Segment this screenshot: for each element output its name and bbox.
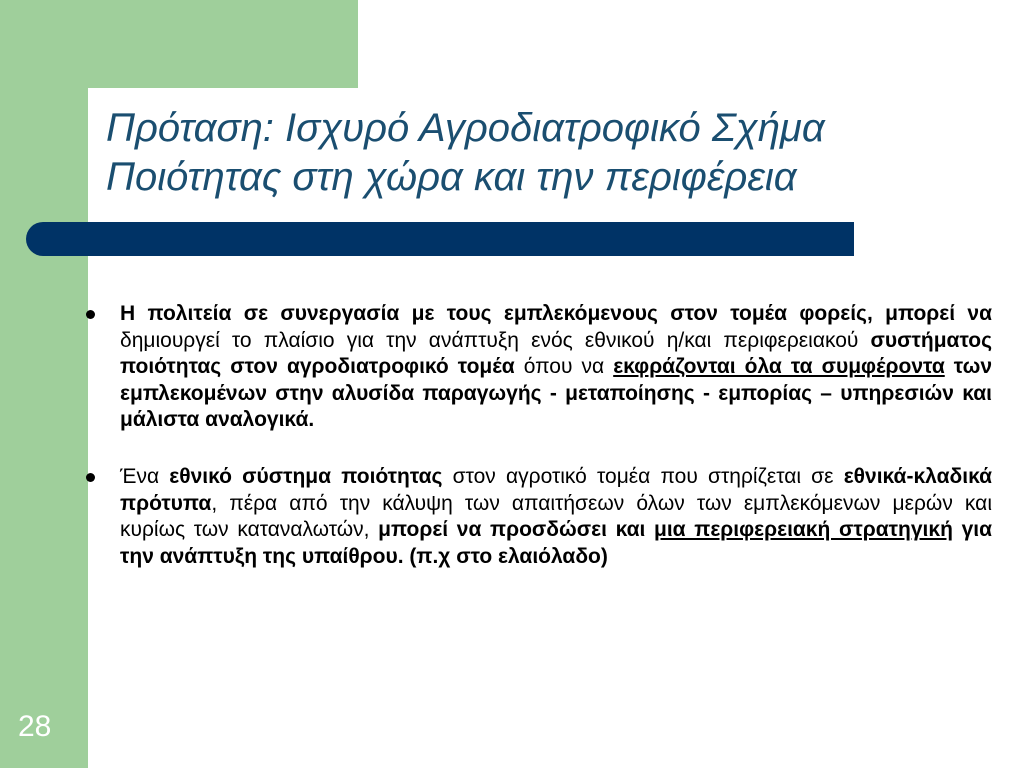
- bullet-2-segment: για την ανάπτυξη της υπαίθρου. (π.χ στο ελαιόλαδο): [120, 518, 992, 568]
- bullet-2-segment: στον αγροτικό τομέα που στηρίζεται σε: [442, 464, 844, 488]
- bullet-2-segment: εθνικό σύστημα ποιότητας: [169, 464, 443, 488]
- bullet-dot-icon: [86, 310, 95, 319]
- bullet-item-2: [86, 464, 992, 570]
- bullet-2-segment: , πέρα από την κάλυψη των απαιτήσεων όλων των εμπλεκόμενων μερών και κυρίως των καταναλωτών,: [120, 491, 992, 542]
- top-green-band: [0, 0, 358, 88]
- bullet-2-segment: Ένα: [120, 464, 170, 488]
- bullet-dot-icon: [86, 473, 95, 482]
- bullet-2-segment: μπορεί να προσδώσει και: [378, 518, 654, 542]
- bullet-1-segment: όπου να: [514, 355, 614, 379]
- bullet-2-segment: εθνικά-κλαδικά πρότυπα: [120, 464, 992, 515]
- bullet-1-segment: Η πολιτεία σε συνεργασία με τους εμπλεκόμενους στον τομέα φορείς, μπορεί να: [120, 302, 992, 325]
- bullet-1-segment: δημιουργεί το πλαίσιο για την ανάπτυξη ενός εθνικού η/και περιφερειακού: [120, 328, 871, 352]
- bullet-2-segment: μια περιφερειακή στρατηγική: [654, 518, 953, 542]
- bullet-list: [86, 301, 992, 570]
- bullet-1-segment: συστήματος ποιότητας στον αγροδιατροφικό τομέα: [120, 328, 992, 379]
- title-line-2: Ποιότητας στη χώρα και την περιφέρεια: [106, 155, 797, 199]
- slide-title: [106, 104, 1006, 202]
- bullet-item-1: [86, 301, 992, 434]
- bullet-1-segment: εκφράζονται όλα τα συμφέροντα: [613, 355, 945, 379]
- bullet-1-segment: των εμπλεκομένων στην αλυσίδα παραγωγής - μεταποίησης - εμπορίας – υπηρεσιών και μάλιστα αναλογικά.: [120, 355, 993, 432]
- title-divider-bar: [26, 222, 854, 256]
- page-number: 28: [18, 710, 52, 743]
- left-green-band: [0, 0, 88, 768]
- title-line-1: Πρόταση: Ισχυρό Αγροδιατροφικό Σχήμα: [106, 106, 825, 150]
